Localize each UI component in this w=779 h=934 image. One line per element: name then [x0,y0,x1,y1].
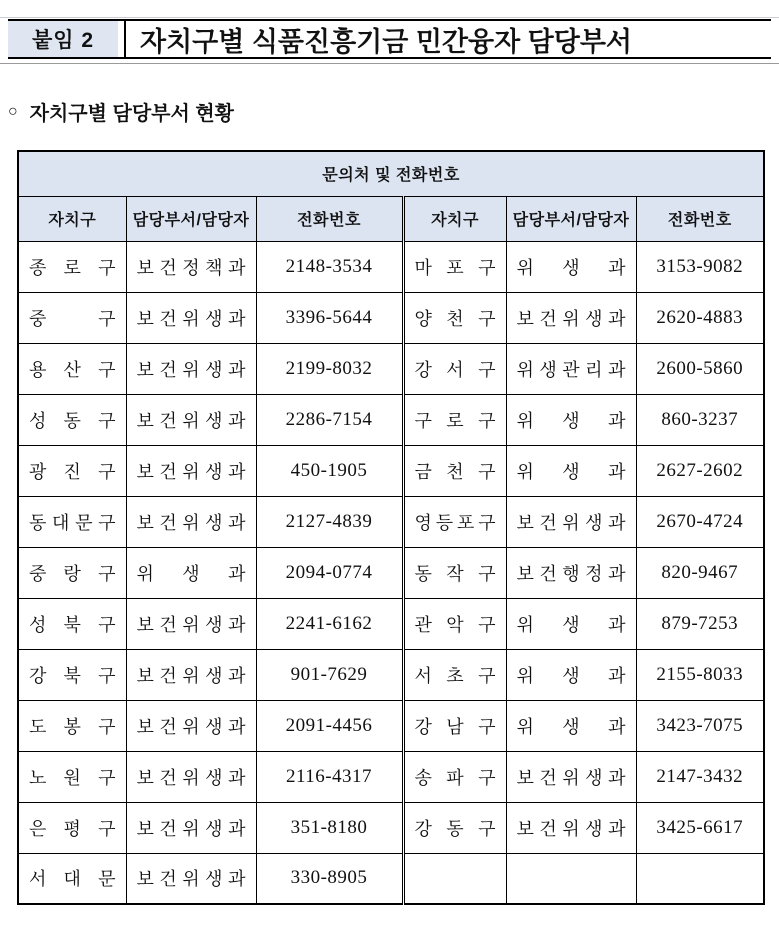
right-dept-value: 위 생 과 [516,257,626,278]
page-title: 자치구별 식품진흥기금 민간융자 담당부서 [140,26,632,57]
col-header-phone-right: 전화번호 [636,196,764,241]
left-district-value: 은 평 구 [29,818,116,839]
right-dept-cell [506,496,636,547]
left-phone-value: 351-8180 [290,816,368,838]
left-district-value: 노 원 구 [29,767,116,788]
table-row [18,598,764,649]
table-row [18,343,764,394]
left-district-value: 동 대 문 구 [29,512,116,533]
left-phone-cell [256,700,403,751]
right-district-cell [403,496,506,547]
right-dept-cell [506,853,636,904]
left-phone-cell [256,547,403,598]
right-phone-value: 2600-5860 [656,357,744,379]
left-district-cell [18,241,126,292]
left-district-value: 중 랑 구 [29,563,116,584]
right-dept-cell [506,649,636,700]
right-district-value: 마 포 구 [414,257,496,278]
right-district-cell [403,547,506,598]
right-district-cell [403,649,506,700]
left-phone-value: 2127-4839 [285,510,373,532]
right-phone-value: 3425-6617 [656,816,744,838]
right-phone-value: 879-7253 [661,612,739,634]
right-district-cell [403,394,506,445]
right-district-value: 동 작 구 [414,563,496,584]
left-dept-cell [126,853,256,904]
right-district-value: 강 남 구 [414,716,496,737]
left-phone-value: 2286-7154 [285,408,373,430]
banner-underline [0,63,779,64]
left-phone-value: 450-1905 [290,459,368,481]
table-row [18,700,764,751]
left-dept-value: 보 건 위 생 과 [136,767,246,788]
top-divider [0,17,779,18]
left-phone-cell [256,343,403,394]
right-dept-value: 보 건 위 생 과 [516,308,626,329]
right-phone-cell [636,445,764,496]
left-district-value: 종 로 구 [29,257,116,278]
right-phone-cell [636,598,764,649]
left-dept-cell [126,445,256,496]
right-district-value: 관 악 구 [414,614,496,635]
section-heading [8,97,779,126]
left-phone-value: 2094-0774 [285,561,373,583]
left-phone-cell [256,751,403,802]
right-district-value: 구 로 구 [414,410,496,431]
right-dept-cell [506,700,636,751]
right-dept-cell [506,547,636,598]
left-phone-value: 3396-5644 [285,306,373,328]
left-dept-cell [126,496,256,547]
left-dept-value: 보 건 위 생 과 [136,512,246,533]
left-district-cell [18,547,126,598]
right-phone-cell [636,343,764,394]
col-header-district-left: 자치구 [18,196,126,241]
left-dept-value: 보 건 위 생 과 [136,359,246,380]
right-district-cell [403,700,506,751]
left-district-cell [18,700,126,751]
left-district-cell [18,343,126,394]
right-dept-value: 위 생 과 [516,410,626,431]
left-phone-cell [256,649,403,700]
left-dept-value: 보 건 위 생 과 [136,461,246,482]
left-district-cell [18,649,126,700]
attachment-badge: 붙임 2 [8,21,118,57]
left-phone-cell [256,445,403,496]
right-district-value: 영 등 포 구 [414,512,496,533]
right-phone-cell [636,496,764,547]
left-district-value: 성 동 구 [29,410,116,431]
right-district-cell [403,445,506,496]
right-district-value: 강 서 구 [414,359,496,380]
table-row [18,547,764,598]
right-phone-cell [636,853,764,904]
left-district-value: 서 대 문 [29,869,116,890]
right-dept-cell [506,394,636,445]
right-phone-value: 3153-9082 [656,255,744,277]
col-header-dept-right: 담당부서/담당자 [506,196,636,241]
right-dept-cell [506,598,636,649]
left-dept-cell [126,649,256,700]
left-phone-value: 2241-6162 [285,612,373,634]
circle-bullet-icon: ○ [8,102,18,120]
left-district-cell [18,853,126,904]
left-district-cell [18,496,126,547]
left-phone-cell [256,496,403,547]
right-dept-value: 보 건 위 생 과 [516,767,626,788]
right-dept-value: 위 생 과 [516,716,626,737]
left-dept-cell [126,394,256,445]
left-dept-value: 보 건 위 생 과 [136,410,246,431]
right-dept-value: 위 생 과 [516,614,626,635]
right-district-value: 강 동 구 [414,818,496,839]
right-phone-value: 2620-4883 [656,306,744,328]
right-phone-value: 2627-2602 [656,459,744,481]
right-phone-cell [636,700,764,751]
right-phone-value: 2670-4724 [656,510,744,532]
col-header-phone-left: 전화번호 [256,196,403,241]
left-district-value: 성 북 구 [29,614,116,635]
left-dept-value: 보 건 위 생 과 [136,308,246,329]
right-phone-cell [636,547,764,598]
right-district-cell [403,598,506,649]
left-phone-value: 2091-4456 [285,714,373,736]
right-phone-cell [636,292,764,343]
left-district-value: 광 진 구 [29,461,116,482]
left-dept-value: 위 생 과 [136,563,246,584]
left-district-cell [18,598,126,649]
left-district-cell [18,292,126,343]
right-phone-cell [636,649,764,700]
left-district-value: 도 봉 구 [29,716,116,737]
right-dept-cell [506,802,636,853]
right-phone-cell [636,241,764,292]
left-phone-cell [256,292,403,343]
left-phone-cell [256,802,403,853]
table-row [18,292,764,343]
left-dept-value: 보 건 위 생 과 [136,614,246,635]
left-district-cell [18,802,126,853]
table-row [18,751,764,802]
table-row [18,649,764,700]
left-district-cell [18,751,126,802]
left-dept-cell [126,547,256,598]
right-district-value: 금 천 구 [414,461,496,482]
right-district-value: 양 천 구 [414,308,496,329]
right-dept-value: 위 생 과 [516,665,626,686]
table-row [18,241,764,292]
left-dept-cell [126,802,256,853]
right-district-value: 서 초 구 [414,665,496,686]
right-dept-value: 위 생 관 리 과 [516,359,626,380]
table-row [18,853,764,904]
left-district-value: 중 구 [29,308,116,329]
right-dept-value: 보 건 행 정 과 [516,563,626,584]
right-phone-cell [636,802,764,853]
merged-header-row [18,151,764,196]
right-phone-cell [636,394,764,445]
left-dept-value: 보 건 위 생 과 [136,665,246,686]
right-phone-value: 860-3237 [661,408,739,430]
left-phone-value: 330-8905 [290,867,368,889]
left-dept-cell [126,343,256,394]
attachment-banner [8,19,771,59]
left-dept-value: 보 건 정 책 과 [136,257,246,278]
right-district-cell [403,751,506,802]
right-phone-cell [636,751,764,802]
section-heading-label: 자치구별 담당부서 현황 [29,103,234,125]
right-dept-cell [506,241,636,292]
column-header-row [18,196,764,241]
contact-table [17,150,765,905]
left-dept-cell [126,241,256,292]
left-dept-cell [126,292,256,343]
left-district-cell [18,445,126,496]
left-district-value: 강 북 구 [29,665,116,686]
right-dept-cell [506,343,636,394]
left-phone-value: 2148-3534 [285,255,373,277]
right-district-cell [403,802,506,853]
left-dept-value: 보 건 위 생 과 [136,716,246,737]
left-dept-cell [126,598,256,649]
right-district-cell [403,343,506,394]
right-district-value: 송 파 구 [414,767,496,788]
left-phone-cell [256,394,403,445]
left-district-value: 용 산 구 [29,359,116,380]
merged-header: 문의처 및 전화번호 [18,151,764,196]
right-phone-value: 2147-3432 [656,765,744,787]
right-phone-value: 3423-7075 [656,714,744,736]
left-district-cell [18,394,126,445]
right-dept-cell [506,292,636,343]
right-phone-value: 820-9467 [661,561,739,583]
left-dept-value: 보 건 위 생 과 [136,818,246,839]
right-district-cell [403,853,506,904]
left-dept-value: 보 건 위 생 과 [136,869,246,890]
table-body [18,241,764,904]
left-phone-cell [256,853,403,904]
right-dept-cell [506,445,636,496]
left-dept-cell [126,751,256,802]
left-phone-value: 901-7629 [290,663,368,685]
left-phone-cell [256,598,403,649]
right-dept-value: 위 생 과 [516,461,626,482]
table-row [18,496,764,547]
right-dept-value: 보 건 위 생 과 [516,818,626,839]
left-phone-cell [256,241,403,292]
right-phone-value: 2155-8033 [656,663,744,685]
right-dept-value: 보 건 위 생 과 [516,512,626,533]
right-district-cell [403,241,506,292]
table-row [18,394,764,445]
right-district-cell [403,292,506,343]
table-row [18,802,764,853]
right-dept-cell [506,751,636,802]
left-phone-value: 2199-8032 [285,357,373,379]
col-header-district-right: 자치구 [403,196,506,241]
left-dept-cell [126,700,256,751]
left-phone-value: 2116-4317 [285,765,373,787]
col-header-dept-left: 담당부서/담당자 [126,196,256,241]
table-row [18,445,764,496]
